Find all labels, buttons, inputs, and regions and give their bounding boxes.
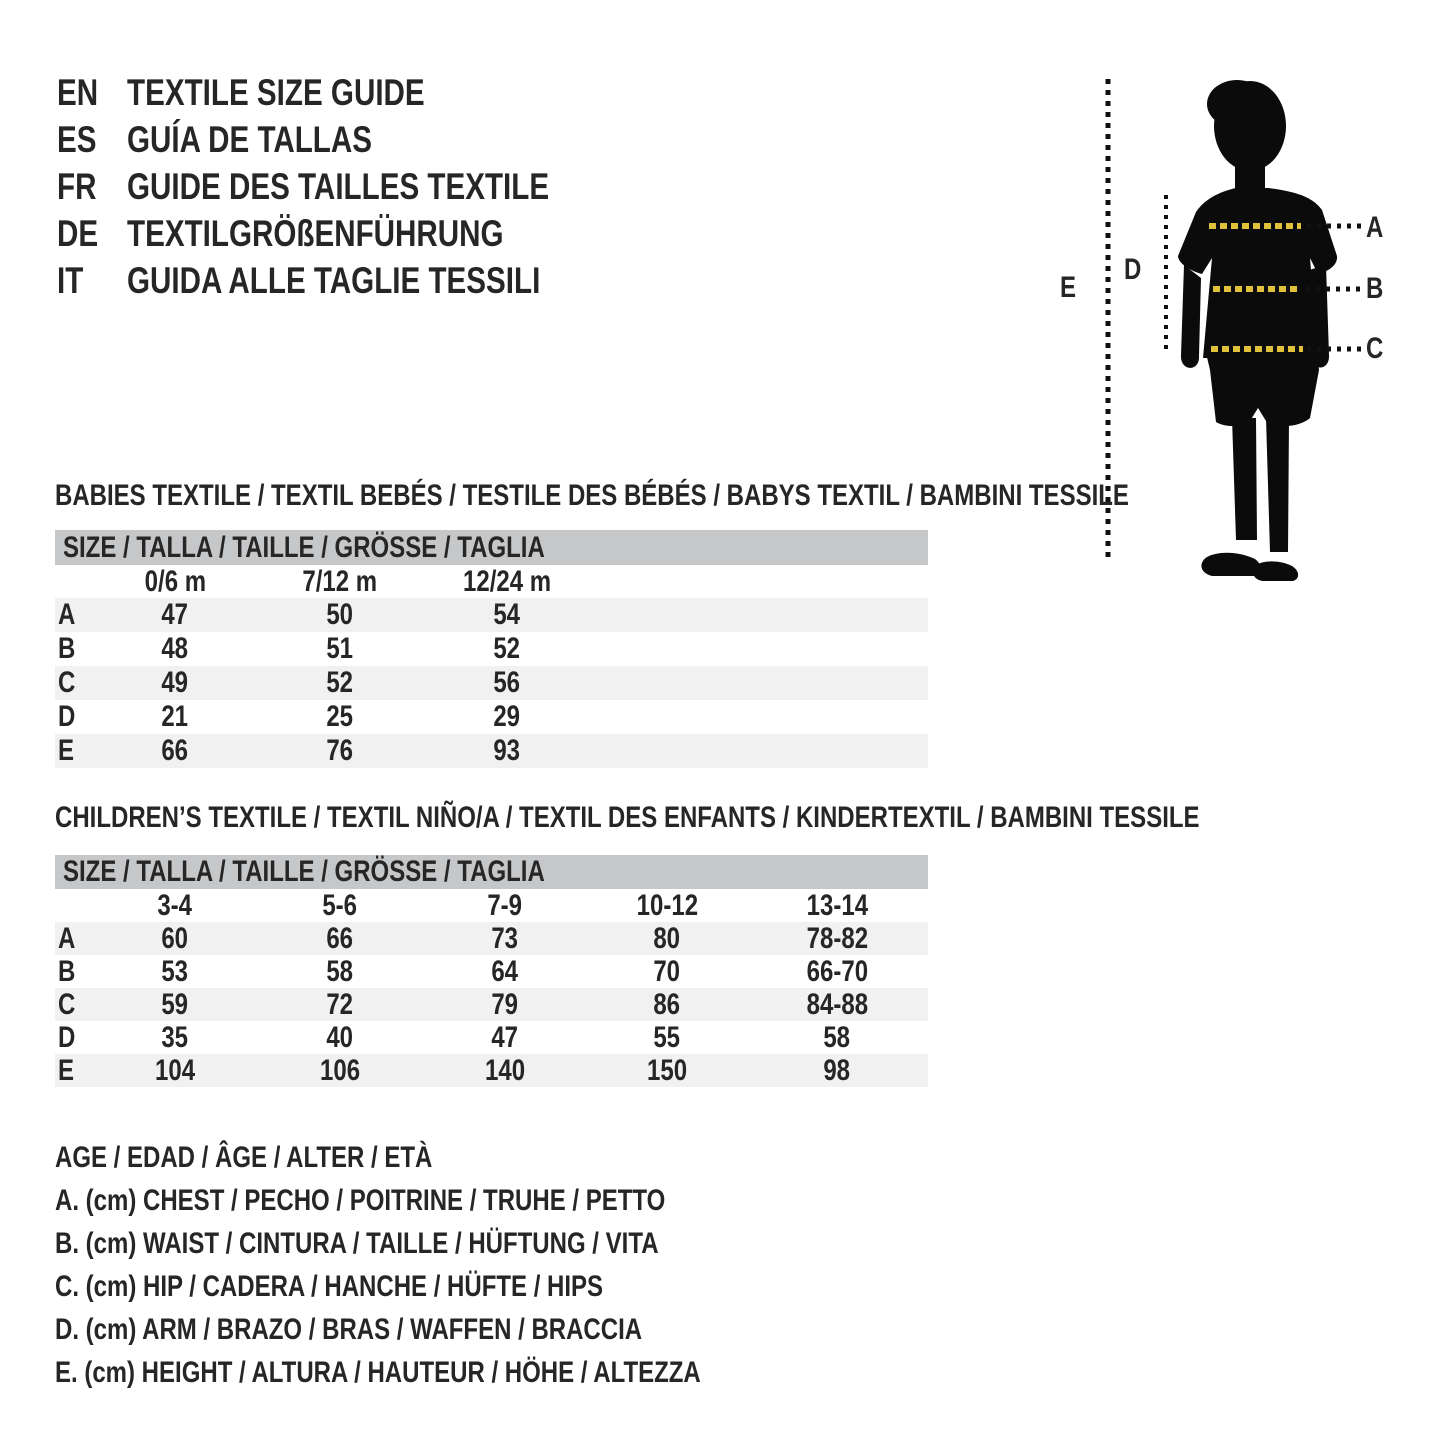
table-cell: 55 (653, 1021, 681, 1054)
column-header: 0/6 m (144, 565, 206, 598)
table-cell: 72 (326, 988, 354, 1021)
children-section-title: CHILDREN’S TEXTILE / TEXTIL NIÑO/A / TEXTIL DES ENFANTS / KINDERTEXTIL / BAMBINI TESSILE (55, 801, 1200, 834)
table-cell: 150 (646, 1054, 688, 1087)
table-cell: 49 (161, 666, 189, 699)
table-cell: 98 (823, 1054, 851, 1087)
table-cell: 104 (154, 1054, 196, 1087)
table-cell: 21 (161, 700, 189, 733)
children-table-header-band: SIZE / TALLA / TAILLE / GRÖSSE / TAGLIA (55, 855, 928, 889)
row-label: C (58, 666, 76, 699)
measure-label-a: A (1366, 211, 1384, 244)
table-cell: 140 (484, 1054, 526, 1087)
language-code: DE (57, 213, 99, 254)
table-row (55, 1054, 928, 1087)
table-row (55, 922, 928, 955)
language-title: GUÍA DE TALLAS (127, 119, 373, 160)
language-code: FR (57, 166, 97, 207)
table-cell: 84-88 (806, 988, 868, 1021)
row-label: C (58, 988, 76, 1021)
language-code: IT (57, 260, 84, 301)
legend-arm: D. (cm) ARM / BRAZO / BRAS / WAFFEN / BRACCIA (55, 1313, 643, 1346)
table-row (55, 988, 928, 1021)
table-cell: 40 (326, 1021, 354, 1054)
language-title: GUIDE DES TAILLES TEXTILE (127, 166, 550, 207)
row-label: A (58, 922, 76, 955)
column-header: 7/12 m (302, 565, 378, 598)
measure-label-c: C (1366, 332, 1384, 365)
table-cell: 78-82 (806, 922, 868, 955)
table-cell: 52 (493, 632, 521, 665)
language-code: ES (57, 119, 97, 160)
column-header: 7-9 (487, 889, 523, 922)
language-title: TEXTILGRÖßENFÜHRUNG (127, 213, 504, 254)
table-row (55, 734, 928, 768)
language-row (57, 117, 757, 163)
table-cell: 56 (493, 666, 521, 699)
table-cell: 64 (491, 955, 519, 988)
row-label: E (58, 1054, 75, 1087)
table-cell: 50 (326, 598, 354, 631)
table-row (55, 1021, 928, 1054)
measure-label-e: E (1060, 271, 1077, 304)
table-cell: 47 (161, 598, 189, 631)
measure-label-b: B (1366, 272, 1384, 305)
table-cell: 47 (491, 1021, 519, 1054)
table-cell: 106 (319, 1054, 361, 1087)
language-row (57, 258, 757, 304)
table-row (55, 700, 928, 734)
table-cell: 53 (161, 955, 189, 988)
row-label: E (58, 734, 75, 767)
language-title: GUIDA ALLE TAGLIE TESSILI (127, 260, 541, 301)
table-cell: 48 (161, 632, 189, 665)
children-table (55, 855, 928, 1087)
table-cell: 93 (493, 734, 521, 767)
babies-table (55, 530, 928, 768)
table-cell: 58 (823, 1021, 851, 1054)
babies-column-header-row (55, 565, 928, 598)
row-label: D (58, 1021, 76, 1054)
legend-chest: A. (cm) CHEST / PECHO / POITRINE / TRUHE / PETTO (55, 1184, 666, 1217)
column-header: 13-14 (806, 889, 868, 922)
row-label: D (58, 700, 76, 733)
measure-label-d: D (1124, 253, 1142, 286)
table-cell: 66 (161, 734, 189, 767)
table-cell: 35 (161, 1021, 189, 1054)
table-row (55, 632, 928, 666)
babies-section-title: BABIES TEXTILE / TEXTIL BEBÉS / TESTILE DES BÉBÉS / BABYS TEXTIL / BAMBINI TESSILE (55, 479, 1129, 512)
column-header: 10-12 (636, 889, 698, 922)
legend-age: AGE / EDAD / ÂGE / ALTER / ETÀ (55, 1141, 433, 1174)
column-header: 3-4 (157, 889, 193, 922)
table-row (55, 955, 928, 988)
table-cell: 58 (326, 955, 354, 988)
legend-waist: B. (cm) WAIST / CINTURA / TAILLE / HÜFTUNG / VITA (55, 1227, 659, 1260)
table-cell: 29 (493, 700, 521, 733)
table-cell: 66 (326, 922, 354, 955)
legend-hip: C. (cm) HIP / CADERA / HANCHE / HÜFTE / HIPS (55, 1270, 604, 1303)
child-silhouette-illustration (1060, 60, 1410, 600)
table-row (55, 666, 928, 700)
row-label: A (58, 598, 76, 631)
language-row (57, 164, 757, 210)
table-cell: 52 (326, 666, 354, 699)
babies-table-header-band: SIZE / TALLA / TAILLE / GRÖSSE / TAGLIA (55, 530, 928, 565)
table-cell: 73 (491, 922, 519, 955)
language-code: EN (57, 72, 99, 113)
children-column-header-row (55, 889, 928, 922)
table-cell: 70 (653, 955, 681, 988)
table-cell: 80 (653, 922, 681, 955)
row-label: B (58, 632, 76, 665)
table-cell: 60 (161, 922, 189, 955)
table-cell: 66-70 (806, 955, 868, 988)
column-header: 5-6 (322, 889, 358, 922)
column-header: 12/24 m (462, 565, 552, 598)
table-cell: 86 (653, 988, 681, 1021)
row-label: B (58, 955, 76, 988)
table-cell: 25 (326, 700, 354, 733)
language-title: TEXTILE SIZE GUIDE (127, 72, 425, 113)
legend-height: E. (cm) HEIGHT / ALTURA / HAUTEUR / HÖHE / ALTEZZA (55, 1356, 701, 1389)
table-cell: 54 (493, 598, 521, 631)
table-cell: 51 (326, 632, 354, 665)
language-row (57, 70, 757, 116)
table-cell: 59 (161, 988, 189, 1021)
table-cell: 76 (326, 734, 354, 767)
table-cell: 79 (491, 988, 519, 1021)
table-row (55, 598, 928, 632)
language-row (57, 211, 757, 257)
